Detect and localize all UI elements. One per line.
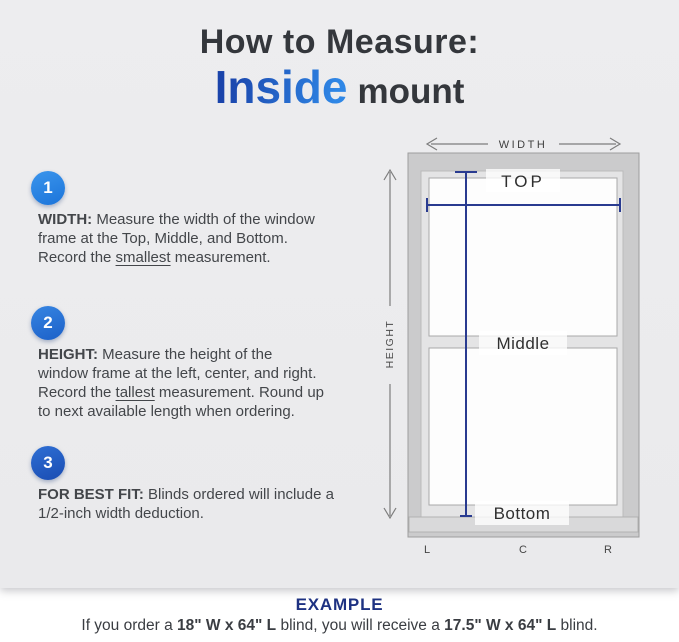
title-line-1: How to Measure:	[199, 23, 480, 61]
right-mark: R	[604, 544, 612, 556]
bottom-label: Bottom	[493, 504, 551, 523]
title-mount-type: Inside	[214, 61, 348, 114]
step-3-number: 3	[43, 453, 53, 472]
step-2-text: HEIGHT: Measure the height of the window frame at the left, center, and right. Record the tallest measurement. Round up to next available length when ordering.	[38, 346, 324, 420]
step-1	[31, 171, 316, 267]
middle-label: Middle	[496, 334, 550, 353]
top-label: TOP	[501, 172, 545, 191]
step-3-badge	[31, 446, 65, 480]
window-top-pane	[429, 178, 617, 336]
center-mark: C	[519, 544, 527, 556]
width-arrow-label: WIDTH	[498, 139, 548, 151]
example-text: If you order a 18" W x 64" L blind, you will receive a 17.5" W x 64" L blind.	[81, 617, 598, 634]
page-title	[0, 23, 679, 114]
example-section	[0, 588, 679, 642]
step-1-number: 1	[43, 178, 53, 197]
step-3	[31, 446, 360, 523]
left-mark: L	[423, 544, 431, 556]
step-2-number: 2	[43, 313, 53, 332]
title-line-2	[0, 61, 679, 114]
window-bottom-pane	[429, 348, 617, 505]
step-2	[31, 306, 326, 421]
example-heading: EXAMPLE	[295, 595, 384, 614]
title-mount-word: mount	[357, 72, 465, 112]
step-1-badge	[31, 171, 65, 205]
step-2-badge	[31, 306, 65, 340]
window-measure-diagram	[375, 130, 665, 570]
height-arrow-label: HEIGHT	[383, 319, 396, 369]
step-1-text: WIDTH: Measure the width of the window frame at the Top, Middle, and Bottom. Record the smallest measurement.	[38, 211, 315, 266]
step-3-text: FOR BEST FIT: Blinds ordered will include a 1/2-inch width deduction.	[38, 486, 334, 522]
